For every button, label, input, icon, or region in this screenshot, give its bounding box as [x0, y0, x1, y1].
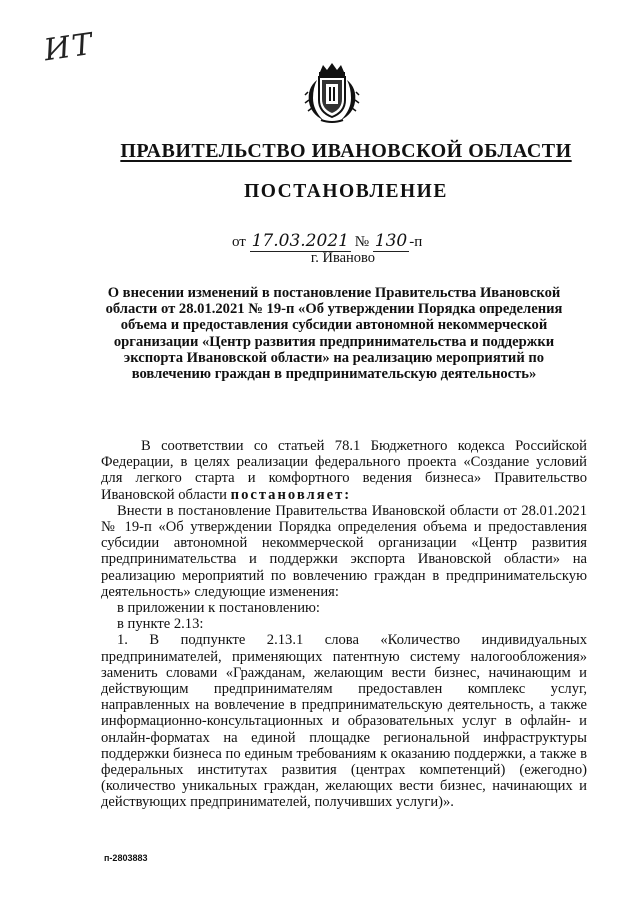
document-heading: О внесении изменений в постановление Правительства Ивановской области от 28.01.2021 № 19-п «Об утверждении Порядка определения объема и предоставления субсидии автономной некоммерческой организации «Центр развития предпринимательства и поддержки экспорта Ивановской области» на реализацию мероприятий по вовлечению граждан в предпринимательскую деятельность»	[105, 285, 563, 383]
from-label: от	[232, 234, 246, 250]
ivanovo-coat-of-arms-icon	[303, 62, 361, 124]
line-appendix: в приложении к постановлению:	[117, 600, 320, 617]
item-1: 1. В подпункте 2.13.1 слова «Количество индивидуальных предпринимателей, применяющих патентную систему налогообложения» заменить словами «Гражданам, желающим вести бизнес, начинающим и действующим предпринимателям предоставлен комплекс услуг, направленных на вовлечение в предпринимательскую деятельность, а также информационно-консультационных и образовательных услуг в офлайн- и онлайн-форматах на единой площадке региональной инфраструктуры поддержки бизнеса по единым требованиям к оказанию поддержки, а также в федеральных институтах развития (центрах компетенций) (ежегодно) (количество уникальных граждан, желающих вести бизнес, начинающих и действующих предпринимателей, получивших услуги)».	[101, 632, 587, 811]
paragraph-1: Внести в постановление Правительства Ивановской области от 28.01.2021 № 19-п «Об утверждении Порядка определения объема и предоставления субсидии автономной некоммерческой организации «Центр развития предпринимательства и поддержки экспорта Ивановской области» на реализацию мероприятий по вовлечению граждан в предпринимательскую деятельность» следующие изменения:	[101, 502, 587, 600]
footer-code: п-2803883	[104, 853, 148, 863]
city: г. Иваново	[310, 250, 376, 266]
decree-date-line	[232, 231, 422, 252]
resolves-word: постановляет:	[230, 486, 352, 503]
document-type: ПОСТАНОВЛЕНИЕ	[244, 181, 448, 202]
document-body	[101, 438, 587, 811]
number-suffix: -п	[409, 234, 423, 250]
decree-date: 17.03.2021	[251, 231, 349, 251]
government-title: ПРАВИТЕЛЬСТВО ИВАНОВСКОЙ ОБЛАСТИ	[120, 140, 572, 162]
preamble-paragraph	[101, 438, 587, 503]
preamble-text: В соответствии со статьей 78.1 Бюджетного кодекса Российской Федерации, в целях реализации федерального проекта «Создание условий для легкого старта и комфортного ведения бизнеса» Правительство Ивановской области	[101, 438, 587, 503]
decree-number: 130	[374, 231, 408, 251]
number-label: №	[354, 234, 370, 250]
handwritten-annotation: ИТ	[41, 26, 97, 69]
line-point: в пункте 2.13:	[117, 616, 204, 633]
